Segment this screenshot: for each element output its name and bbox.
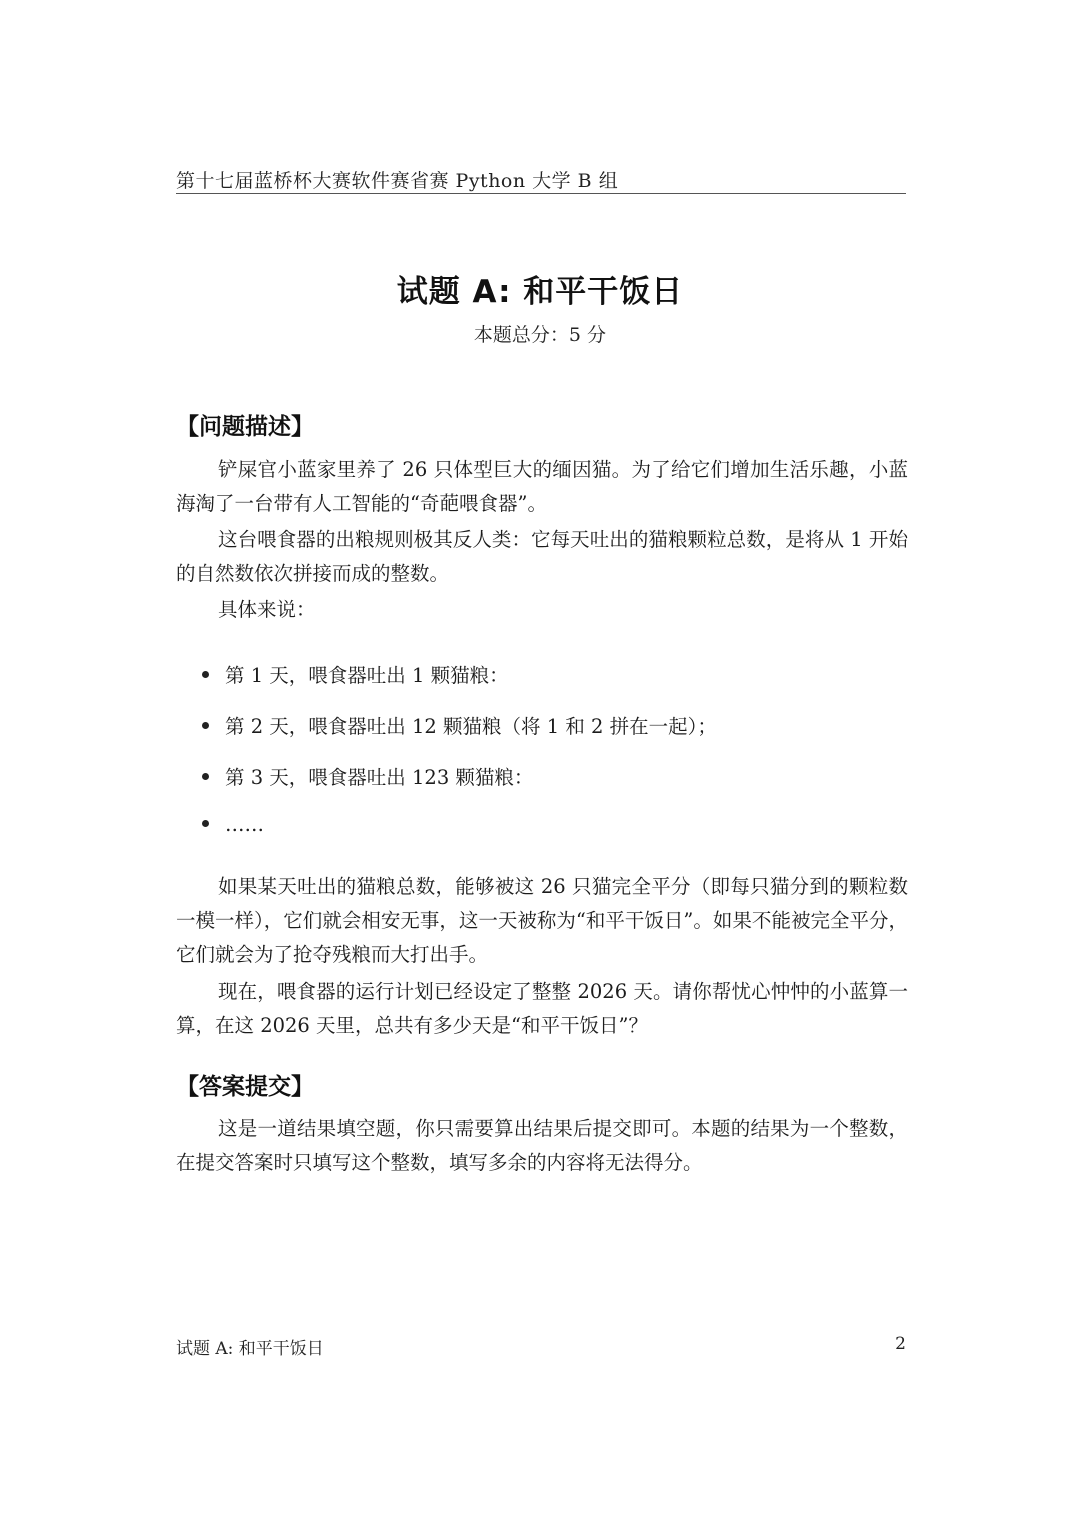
description-paragraph-2: 这台喂食器的出粮规则极其反人类：它每天吐出的猫粮颗粒总数，是将从 1 开始的自然数依次拼接而成的整数。 <box>176 528 908 585</box>
bullet-dot-icon <box>202 671 209 678</box>
header-rule <box>176 193 906 194</box>
bullet-dot-icon <box>202 820 209 827</box>
bullet-text: 第 1 天，喂食器吐出 1 颗猫粮： <box>225 664 509 687</box>
problem-score: 本题总分：5 分 <box>473 324 607 346</box>
bullet-item-3 <box>202 762 533 790</box>
bullet-item-1 <box>202 660 509 688</box>
submission-paragraph: 这是一道结果填空题，你只需要算出结果后提交即可。本题的结果为一个整数，在提交答案时只填写这个整数，填写多余的内容将无法得分。 <box>176 1117 908 1174</box>
bullet-dot-icon <box>202 722 209 729</box>
bullet-dot-icon <box>202 773 209 780</box>
description-paragraph-1: 铲屎官小蓝家里养了 26 只体型巨大的缅因猫。为了给它们增加生活乐趣，小蓝海淘了一台带有人工智能的“奇葩喂食器”。 <box>176 458 908 515</box>
bullet-text: 第 2 天，喂食器吐出 12 颗猫粮（将 1 和 2 拼在一起）； <box>225 715 717 738</box>
footer-page-number: 2 <box>895 1334 906 1354</box>
description-paragraph-4: 如果某天吐出的猫粮总数，能够被这 26 只猫完全平分（即每只猫分到的颗粒数一模一样），它们就会相安无事，这一天被称为“和平干饭日”。如果不能被完全平分，它们就会为了抢夺残粮而大打出手。 <box>176 875 908 966</box>
description-heading: 【问题描述】 <box>176 414 314 440</box>
footer-title: 试题 A: 和平干饭日 <box>176 1339 324 1359</box>
bullet-item-2 <box>202 711 717 739</box>
submission-heading: 【答案提交】 <box>176 1074 314 1100</box>
bullet-item-4 <box>202 813 264 836</box>
problem-title: 试题 A: 和平干饭日 <box>396 274 684 310</box>
bullet-text: …… <box>225 813 264 836</box>
description-paragraph-5: 现在，喂食器的运行计划已经设定了整整 2026 天。请你帮忧心忡忡的小蓝算一算，在这 2026 天里，总共有多少天是“和平干饭日”？ <box>176 980 908 1037</box>
bullet-text: 第 3 天，喂食器吐出 123 颗猫粮： <box>225 766 534 789</box>
running-header: 第十七届蓝桥杯大赛软件赛省赛 Python 大学 B 组 <box>176 170 619 192</box>
description-paragraph-3: 具体来说： <box>218 598 316 621</box>
